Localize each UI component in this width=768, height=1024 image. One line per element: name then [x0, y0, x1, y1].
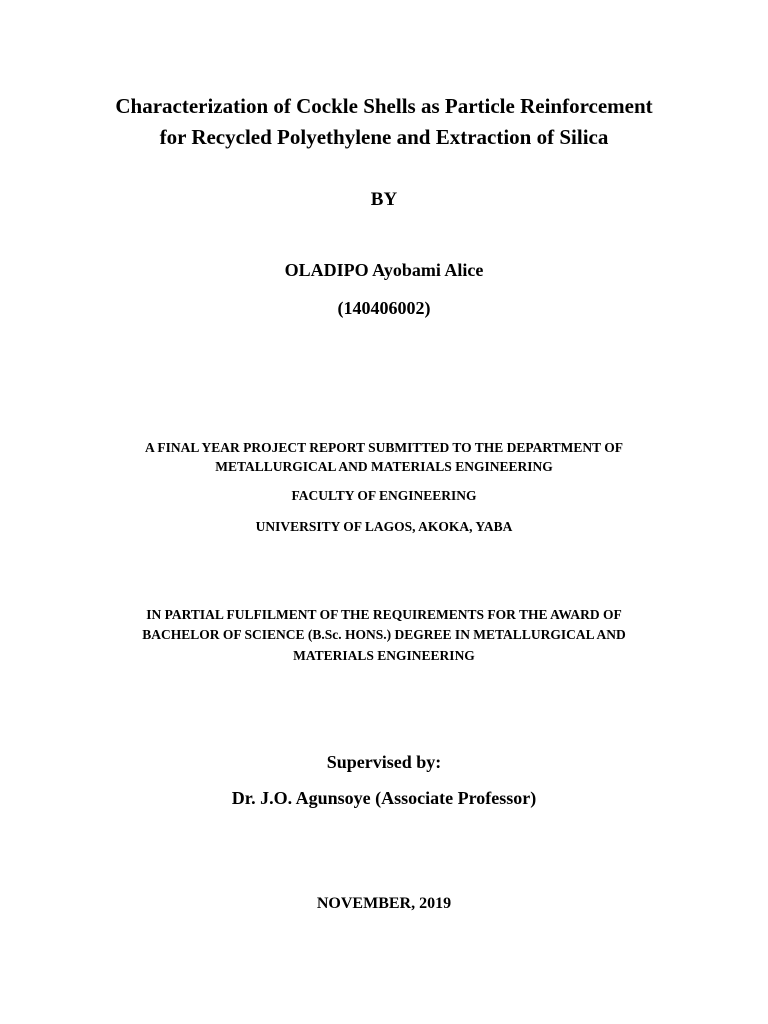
report-title-line-1: Characterization of Cockle Shells as Particle Reinforcement [115, 94, 653, 118]
faculty-name: FACULTY OF ENGINEERING [291, 488, 477, 503]
fulfilment-statement-line-2: BACHELOR OF SCIENCE (B.Sc. HONS.) DEGREE IN METALLURGICAL AND [142, 627, 626, 642]
author-name: OLADIPO Ayobami Alice [284, 260, 484, 280]
by-label: BY [370, 189, 398, 210]
submission-statement-line-2: METALLURGICAL AND MATERIALS ENGINEERING [215, 459, 553, 474]
supervisor-name: Dr. J.O. Agunsoye (Associate Professor) [231, 788, 537, 808]
submission-date: NOVEMBER, 2019 [316, 895, 452, 912]
supervised-by-label: Supervised by: [326, 752, 442, 772]
fulfilment-statement-line-1: IN PARTIAL FULFILMENT OF THE REQUIREMENTS FOR THE AWARD OF [146, 607, 622, 622]
author-matric-number: (140406002) [337, 298, 431, 318]
fulfilment-statement-line-3: MATERIALS ENGINEERING [293, 648, 475, 663]
university-name: UNIVERSITY OF LAGOS, AKOKA, YABA [255, 519, 513, 534]
submission-statement-line-1: A FINAL YEAR PROJECT REPORT SUBMITTED TO THE DEPARTMENT OF [144, 440, 624, 455]
report-title-line-2: for Recycled Polyethylene and Extraction of Silica [159, 125, 609, 149]
